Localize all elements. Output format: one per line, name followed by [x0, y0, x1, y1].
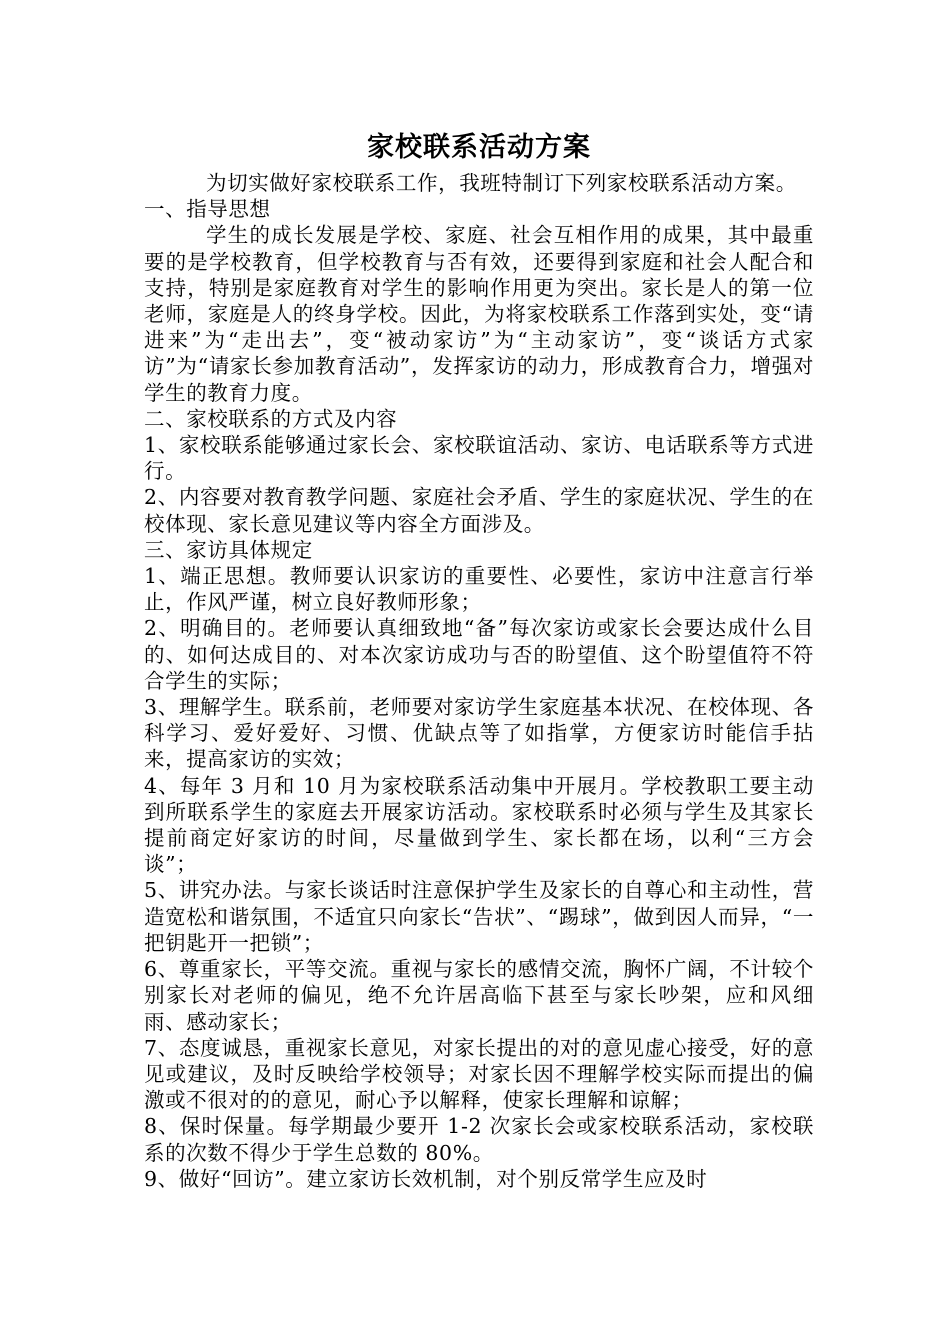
rule-item: 7、态度诚恳，重视家长意见，对家长提出的对的意见虚心接受，好的意见或建议，及时反映给学校领导；对家长因不理解学校实际而提出的偏激或不很对的的意见，耐心予以解释，使家长理解和谅解； — [144, 1035, 814, 1113]
section-heading-home-visit-rules: 三、家访具体规定 — [144, 537, 313, 562]
rule-item: 8、保时保量。每学期最少要开 1-2 次家长会或家校联系活动，家校联系的次数不得少于学生总数的 80%。 — [144, 1114, 814, 1165]
rule-item: 3、理解学生。联系前，老师要对家访学生家庭基本状况、在校体现、各科学习、爱好爱好、习惯、优缺点等了如指掌，方便家访时能信手拈来，提高家访的实效； — [144, 695, 814, 772]
rule-item: 9、做好“回访”。建立家访长效机制，对个别反常学生应及时 — [144, 1166, 708, 1191]
rule-item: 6、尊重家长，平等交流。重视与家长的感情交流，胸怀广阔，不计较个别家长对老师的偏见，绝不允许居高临下甚至与家长吵架，应和风细雨、感动家长； — [144, 957, 814, 1034]
rule-item: 4、每年 3 月和 10 月为家校联系活动集中开展月。学校教职工要主动到所联系学生的家庭去开展家访活动。家校联系时必须与学生及其家长提前商定好家访的时间，尽量做到学生、家长都在场，以利“三方会谈”； — [144, 773, 814, 877]
rule-item: 1、端正思想。教师要认识家访的重要性、必要性，家访中注意言行举止，作风严谨，树立良好教师形象； — [144, 564, 814, 615]
section-heading-guiding-thought: 一、指导思想 — [144, 197, 271, 222]
document-title: 家校联系活动方案 — [367, 132, 591, 163]
section-heading-methods: 二、家校联系的方式及内容 — [144, 406, 398, 431]
intro-paragraph: 为切实做好家校联系工作，我班特制订下列家校联系活动方案。 — [206, 171, 797, 195]
rule-item: 2、明确目的。老师要认真细致地“备”每次家访或家长会要达成什么目的、如何达成目的、对本次家访成功与否的盼望值、这个盼望值符不符合学生的实际； — [144, 616, 814, 693]
rule-item: 5、讲究办法。与家长谈话时注意保护学生及家长的自尊心和主动性，营造宽松和谐氛围，不适宜只向家长“告状”、“踢球”，做到因人而异，“一把钥匙开一把锁”； — [144, 878, 814, 955]
methods-item: 2、内容要对教育教学问题、家庭社会矛盾、学生的家庭状况、学生的在校体现、家长意见建议等内容全方面涉及。 — [144, 485, 814, 536]
guiding-thought-paragraph: 学生的成长发展是学校、家庭、社会互相作用的成果，其中最重要的是学校教育，但学校教育与否有效，还要得到家庭和社会人配合和支持，特别是家庭教育对学生的影响作用更为突出。家长是人的第一位老师，家庭是人的终身学校。因此，为将家校联系工作落到实处，变“请进来”为“走出去”，变“被动家访”为“主动家访”，变“谈话方式家访”为“请家长参加教育活动”，发挥家访的动力，形成教育合力，增强对学生的教育力度。 — [144, 223, 814, 405]
methods-item: 1、家校联系能够通过家长会、家校联谊活动、家访、电话联系等方式进行。 — [144, 433, 814, 484]
document-body — [144, 124, 814, 1192]
